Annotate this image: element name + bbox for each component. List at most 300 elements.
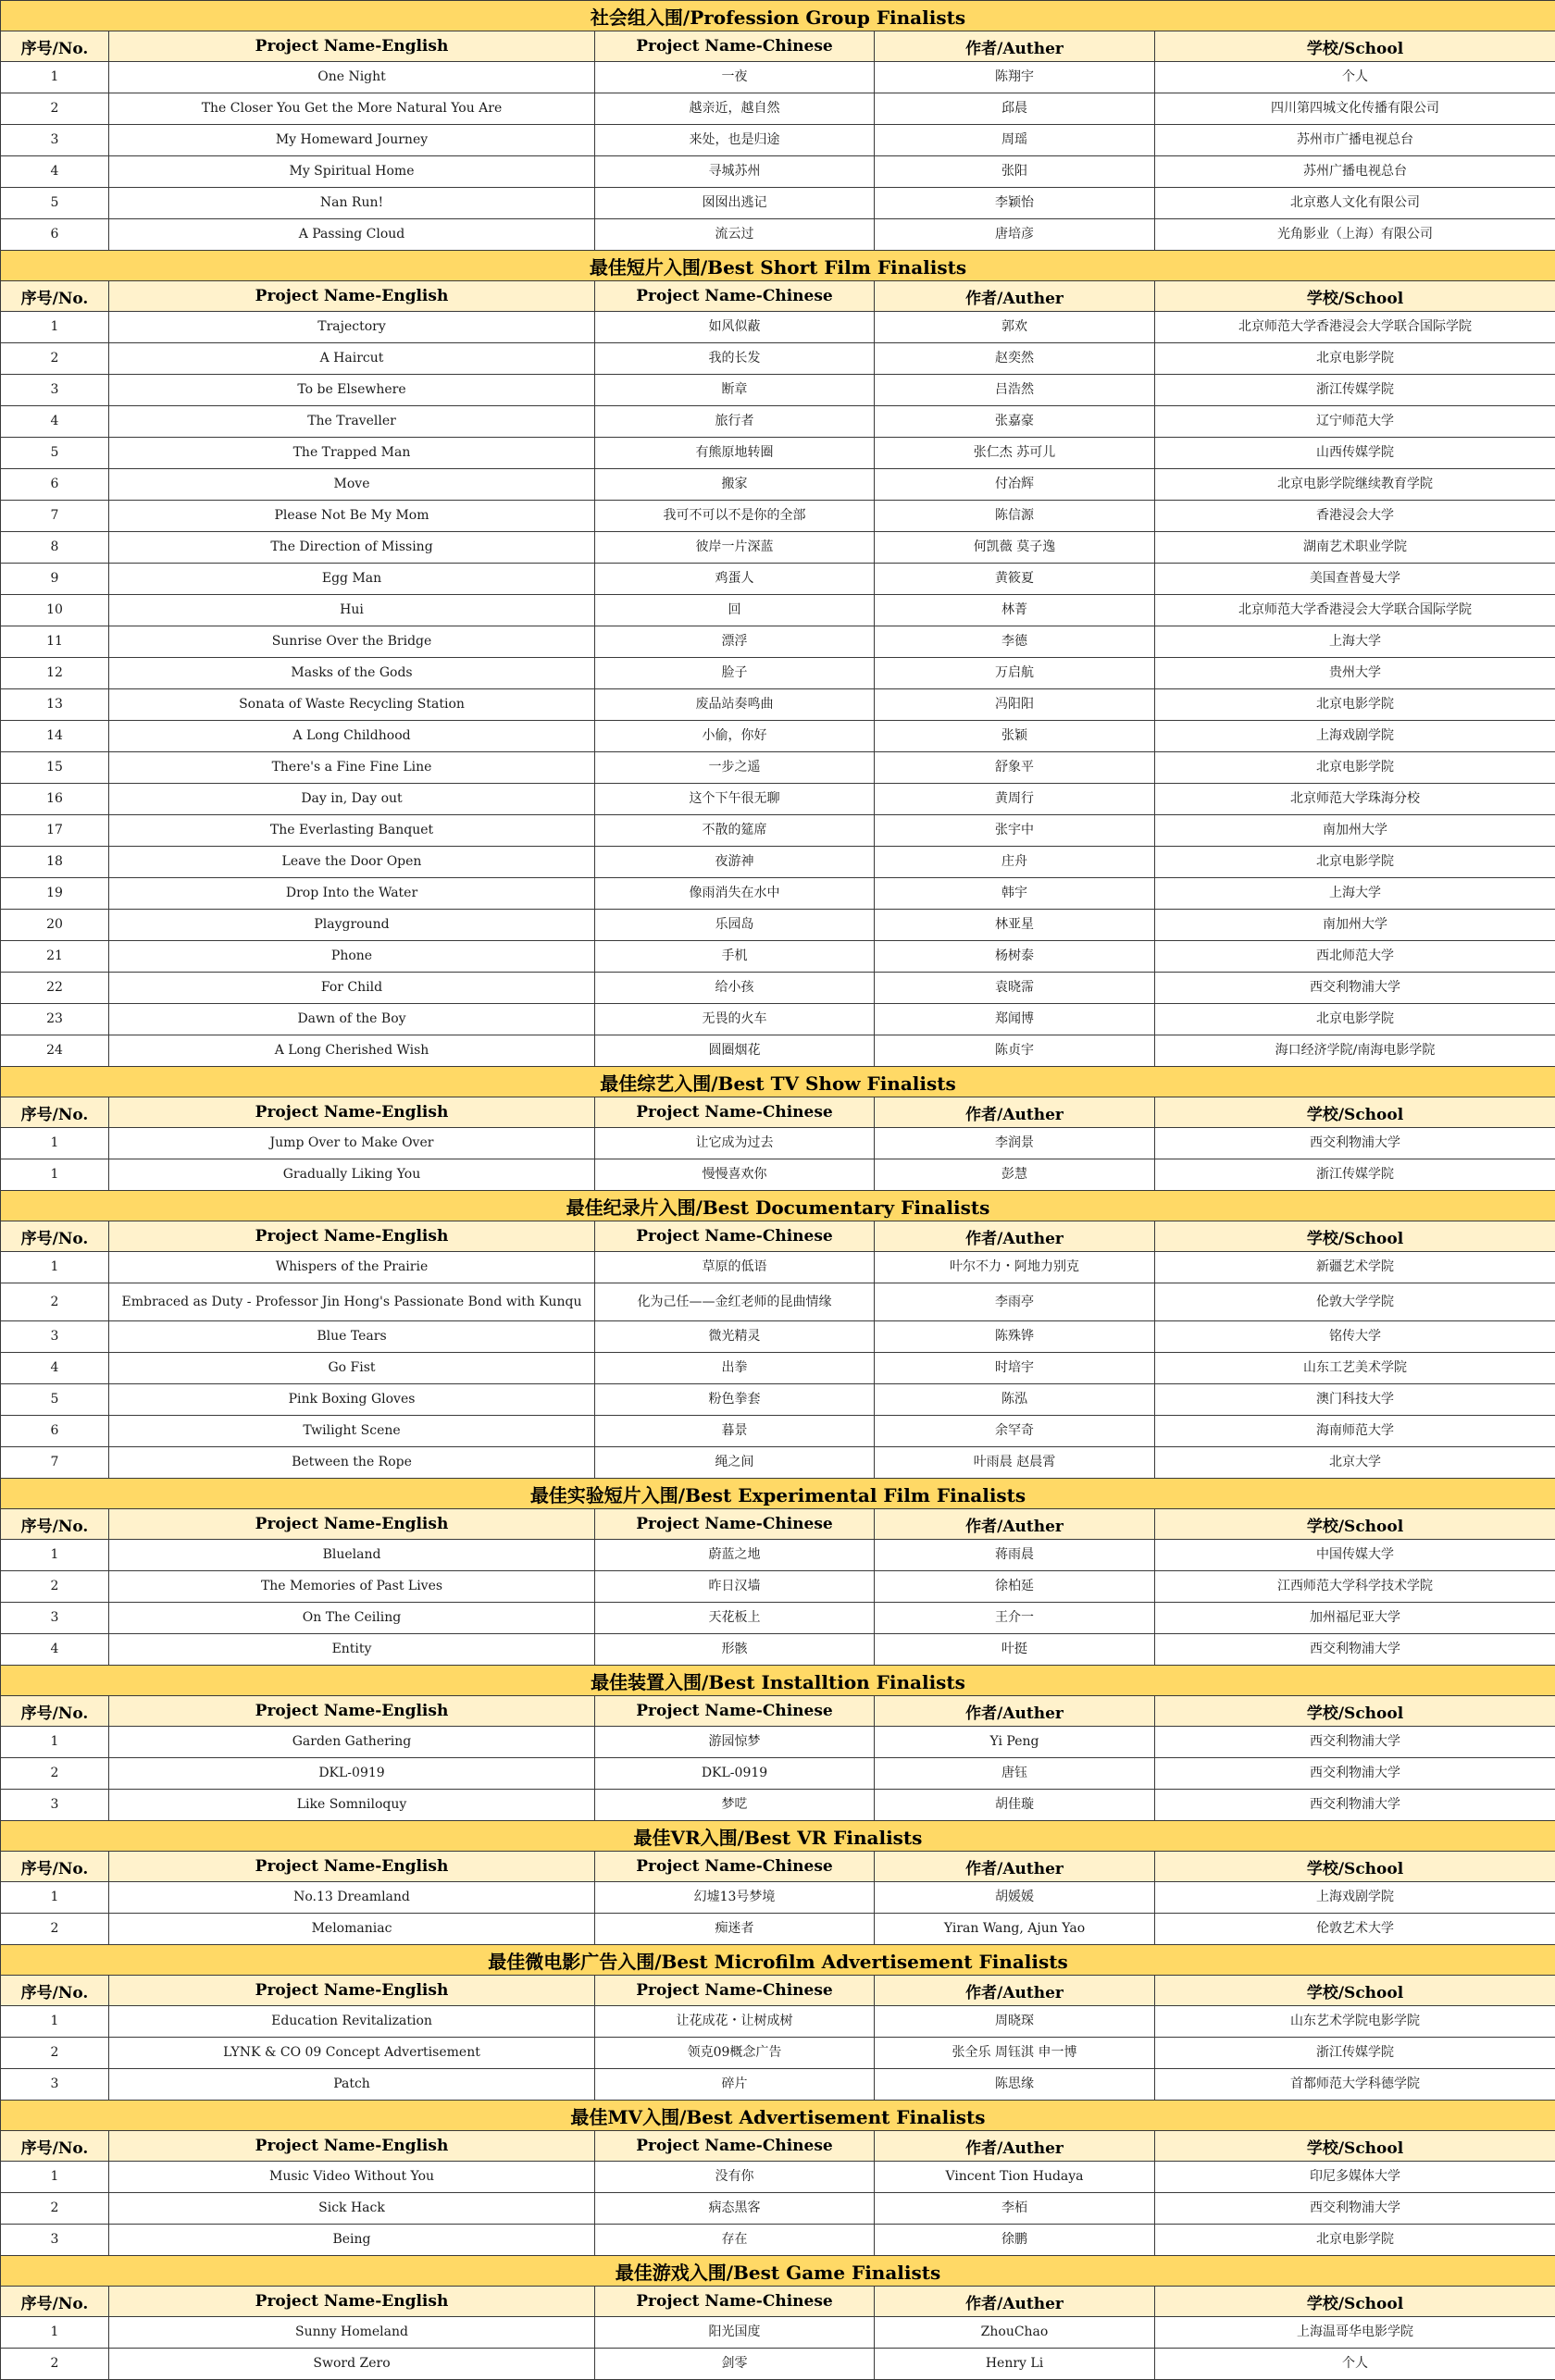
finalists-table-body <box>1 1 1555 2380</box>
cell-english-name: Education Revitalization <box>109 2006 595 2038</box>
header-school: 学校/School <box>1155 1097 1555 1128</box>
cell-english-name: Drop Into the Water <box>109 878 595 910</box>
cell-school: 伦敦艺术大学 <box>1155 1914 1555 1945</box>
cell-school: 辽宁师范大学 <box>1155 406 1555 438</box>
table-row <box>1 93 1555 125</box>
cell-author: 黄筱夏 <box>875 564 1155 595</box>
cell-english-name: Sick Hack <box>109 2193 595 2225</box>
cell-chinese-name: 蔚蓝之地 <box>595 1540 875 1571</box>
cell-number: 1 <box>1 2162 109 2193</box>
cell-number: 7 <box>1 1447 109 1479</box>
cell-chinese-name: 慢慢喜欢你 <box>595 1159 875 1191</box>
cell-chinese-name: 漂浮 <box>595 626 875 658</box>
cell-school: 印尼多媒体大学 <box>1155 2162 1555 2193</box>
table-row <box>1 2193 1555 2225</box>
table-row <box>1 941 1555 973</box>
cell-number: 3 <box>1 1603 109 1634</box>
cell-author: 冯阳阳 <box>875 689 1155 721</box>
cell-chinese-name: 囡囡出逃记 <box>595 188 875 219</box>
cell-author: Henry Li <box>875 2349 1155 2380</box>
cell-number: 19 <box>1 878 109 910</box>
section-title-row <box>1 1666 1555 1696</box>
cell-number: 5 <box>1 438 109 469</box>
header-school: 学校/School <box>1155 1509 1555 1540</box>
column-header-row <box>1 1852 1555 1882</box>
cell-author: 蒋雨晨 <box>875 1540 1155 1571</box>
table-row <box>1 2069 1555 2101</box>
cell-author: 陈信源 <box>875 501 1155 532</box>
cell-english-name: Trajectory <box>109 312 595 343</box>
cell-author: 张嘉豪 <box>875 406 1155 438</box>
section-title: 社会组入围/Profession Group Finalists <box>1 1 1555 31</box>
table-row <box>1 2006 1555 2038</box>
header-school: 学校/School <box>1155 2131 1555 2162</box>
cell-chinese-name: 断章 <box>595 375 875 406</box>
cell-number: 7 <box>1 501 109 532</box>
header-chinese-name: Project Name-Chinese <box>595 1221 875 1252</box>
table-row <box>1 1321 1555 1353</box>
cell-author: 徐柏延 <box>875 1571 1155 1603</box>
cell-school: 苏州市广播电视总台 <box>1155 125 1555 156</box>
cell-school: 首都师范大学科德学院 <box>1155 2069 1555 2101</box>
cell-english-name: For Child <box>109 973 595 1004</box>
section-title: 最佳综艺入围/Best TV Show Finalists <box>1 1067 1555 1097</box>
cell-school: 北京师范大学香港浸会大学联合国际学院 <box>1155 312 1555 343</box>
cell-english-name: Go Fist <box>109 1353 595 1384</box>
header-author: 作者/Auther <box>875 31 1155 62</box>
header-no: 序号/No. <box>1 1221 109 1252</box>
header-english-name: Project Name-English <box>109 281 595 312</box>
table-row <box>1 532 1555 564</box>
cell-chinese-name: 让花成花・让树成树 <box>595 2006 875 2038</box>
cell-english-name: A Passing Cloud <box>109 219 595 251</box>
cell-author: 陈思缘 <box>875 2069 1155 2101</box>
header-author: 作者/Auther <box>875 1976 1155 2006</box>
cell-chinese-name: 痴迷者 <box>595 1914 875 1945</box>
cell-number: 1 <box>1 312 109 343</box>
header-author: 作者/Auther <box>875 281 1155 312</box>
section-title-row <box>1 1 1555 31</box>
header-author: 作者/Auther <box>875 1097 1155 1128</box>
cell-number: 2 <box>1 1571 109 1603</box>
header-school: 学校/School <box>1155 1696 1555 1727</box>
cell-school: 西交利物浦大学 <box>1155 1758 1555 1790</box>
cell-school: 浙江传媒学院 <box>1155 375 1555 406</box>
cell-chinese-name: 让它成为过去 <box>595 1128 875 1159</box>
cell-number: 3 <box>1 2225 109 2256</box>
section-title: 最佳MV入围/Best Advertisement Finalists <box>1 2101 1555 2131</box>
cell-author: 胡媛媛 <box>875 1882 1155 1914</box>
cell-school: 北京师范大学香港浸会大学联合国际学院 <box>1155 595 1555 626</box>
table-row <box>1 2349 1555 2380</box>
cell-school: 上海温哥华电影学院 <box>1155 2317 1555 2349</box>
cell-author: 舒象平 <box>875 752 1155 784</box>
header-english-name: Project Name-English <box>109 1696 595 1727</box>
cell-school: 伦敦大学学院 <box>1155 1283 1555 1321</box>
cell-school: 光角影业（上海）有限公司 <box>1155 219 1555 251</box>
table-row <box>1 1283 1555 1321</box>
section-title-row <box>1 251 1555 281</box>
header-no: 序号/No. <box>1 1097 109 1128</box>
cell-chinese-name: 病态黑客 <box>595 2193 875 2225</box>
cell-school: 苏州广播电视总台 <box>1155 156 1555 188</box>
cell-number: 1 <box>1 62 109 93</box>
header-english-name: Project Name-English <box>109 31 595 62</box>
table-row <box>1 784 1555 815</box>
cell-chinese-name: 一夜 <box>595 62 875 93</box>
cell-school: 北京电影学院 <box>1155 752 1555 784</box>
table-row <box>1 1159 1555 1191</box>
header-no: 序号/No. <box>1 31 109 62</box>
cell-school: 西交利物浦大学 <box>1155 2193 1555 2225</box>
cell-number: 1 <box>1 2006 109 2038</box>
cell-school: 南加州大学 <box>1155 910 1555 941</box>
cell-author: 胡佳璇 <box>875 1790 1155 1821</box>
table-row <box>1 62 1555 93</box>
cell-chinese-name: 越亲近，越自然 <box>595 93 875 125</box>
cell-chinese-name: 绳之间 <box>595 1447 875 1479</box>
cell-english-name: Phone <box>109 941 595 973</box>
cell-number: 2 <box>1 1758 109 1790</box>
cell-number: 24 <box>1 1035 109 1067</box>
table-row <box>1 1416 1555 1447</box>
cell-author: 袁晓霈 <box>875 973 1155 1004</box>
cell-school: 上海戏剧学院 <box>1155 721 1555 752</box>
cell-school: 北京电影学院 <box>1155 689 1555 721</box>
header-english-name: Project Name-English <box>109 1509 595 1540</box>
cell-english-name: Dawn of the Boy <box>109 1004 595 1035</box>
header-no: 序号/No. <box>1 1696 109 1727</box>
header-chinese-name: Project Name-Chinese <box>595 1696 875 1727</box>
cell-author: 万启航 <box>875 658 1155 689</box>
cell-chinese-name: 回 <box>595 595 875 626</box>
cell-chinese-name: 鸡蛋人 <box>595 564 875 595</box>
cell-number: 11 <box>1 626 109 658</box>
cell-author: 徐鹏 <box>875 2225 1155 2256</box>
cell-school: 海口经济学院/南海电影学院 <box>1155 1035 1555 1067</box>
cell-number: 2 <box>1 1283 109 1321</box>
cell-number: 20 <box>1 910 109 941</box>
header-chinese-name: Project Name-Chinese <box>595 2287 875 2317</box>
table-row <box>1 406 1555 438</box>
table-row <box>1 219 1555 251</box>
cell-number: 1 <box>1 1882 109 1914</box>
cell-chinese-name: 出拳 <box>595 1353 875 1384</box>
cell-author: 陈贞宇 <box>875 1035 1155 1067</box>
cell-author: 唐钰 <box>875 1758 1155 1790</box>
cell-chinese-name: 有熊原地转圈 <box>595 438 875 469</box>
cell-chinese-name: 给小孩 <box>595 973 875 1004</box>
table-row <box>1 1634 1555 1666</box>
header-no: 序号/No. <box>1 2131 109 2162</box>
cell-chinese-name: 小偷，你好 <box>595 721 875 752</box>
cell-author: 何凯薇 莫子逸 <box>875 532 1155 564</box>
cell-number: 1 <box>1 1159 109 1191</box>
cell-english-name: The Everlasting Banquet <box>109 815 595 847</box>
cell-author: 李德 <box>875 626 1155 658</box>
table-row <box>1 595 1555 626</box>
cell-school: 上海戏剧学院 <box>1155 1882 1555 1914</box>
section-title-row <box>1 2101 1555 2131</box>
cell-english-name: Like Somniloquy <box>109 1790 595 1821</box>
cell-english-name: LYNK & CO 09 Concept Advertisement <box>109 2038 595 2069</box>
cell-number: 3 <box>1 375 109 406</box>
cell-number: 4 <box>1 406 109 438</box>
table-row <box>1 973 1555 1004</box>
section-title: 最佳装置入围/Best Installtion Finalists <box>1 1666 1555 1696</box>
section-title-row <box>1 2256 1555 2287</box>
cell-chinese-name: 幻墟13号梦境 <box>595 1882 875 1914</box>
table-row <box>1 847 1555 878</box>
cell-english-name: Egg Man <box>109 564 595 595</box>
cell-number: 6 <box>1 469 109 501</box>
cell-school: 澳门科技大学 <box>1155 1384 1555 1416</box>
cell-school: 西交利物浦大学 <box>1155 1727 1555 1758</box>
header-school: 学校/School <box>1155 281 1555 312</box>
cell-chinese-name: 寻城苏州 <box>595 156 875 188</box>
table-row <box>1 721 1555 752</box>
cell-number: 4 <box>1 1353 109 1384</box>
column-header-row <box>1 1976 1555 2006</box>
cell-school: 北京憨人文化有限公司 <box>1155 188 1555 219</box>
cell-number: 1 <box>1 1252 109 1283</box>
cell-author: 李雨亭 <box>875 1283 1155 1321</box>
header-no: 序号/No. <box>1 1852 109 1882</box>
cell-chinese-name: 来处，也是归途 <box>595 125 875 156</box>
header-chinese-name: Project Name-Chinese <box>595 1852 875 1882</box>
cell-chinese-name: 如风似蔽 <box>595 312 875 343</box>
cell-number: 16 <box>1 784 109 815</box>
cell-number: 22 <box>1 973 109 1004</box>
cell-number: 5 <box>1 1384 109 1416</box>
cell-english-name: Sunny Homeland <box>109 2317 595 2349</box>
cell-chinese-name: 暮景 <box>595 1416 875 1447</box>
cell-number: 9 <box>1 564 109 595</box>
table-row <box>1 815 1555 847</box>
cell-author: 叶挺 <box>875 1634 1155 1666</box>
cell-english-name: Masks of the Gods <box>109 658 595 689</box>
table-row <box>1 1882 1555 1914</box>
column-header-row <box>1 1221 1555 1252</box>
cell-author: 余罕奇 <box>875 1416 1155 1447</box>
cell-number: 13 <box>1 689 109 721</box>
cell-author: 林亚星 <box>875 910 1155 941</box>
cell-author: 李颖怡 <box>875 188 1155 219</box>
cell-number: 12 <box>1 658 109 689</box>
cell-author: 陈泓 <box>875 1384 1155 1416</box>
cell-english-name: A Long Childhood <box>109 721 595 752</box>
cell-school: 南加州大学 <box>1155 815 1555 847</box>
cell-number: 1 <box>1 1540 109 1571</box>
header-author: 作者/Auther <box>875 2287 1155 2317</box>
cell-author: 叶尔不力・阿地力别克 <box>875 1252 1155 1283</box>
cell-english-name: On The Ceiling <box>109 1603 595 1634</box>
section-title: 最佳短片入围/Best Short Film Finalists <box>1 251 1555 281</box>
cell-author: 郭欢 <box>875 312 1155 343</box>
cell-english-name: The Trapped Man <box>109 438 595 469</box>
cell-chinese-name: 无畏的火车 <box>595 1004 875 1035</box>
cell-school: 江西师范大学科学技术学院 <box>1155 1571 1555 1603</box>
cell-english-name: The Closer You Get the More Natural You Are <box>109 93 595 125</box>
cell-english-name: Playground <box>109 910 595 941</box>
cell-number: 23 <box>1 1004 109 1035</box>
cell-english-name: Whispers of the Prairie <box>109 1252 595 1283</box>
header-english-name: Project Name-English <box>109 2131 595 2162</box>
cell-english-name: Day in, Day out <box>109 784 595 815</box>
cell-number: 3 <box>1 1321 109 1353</box>
cell-author: 唐培彦 <box>875 219 1155 251</box>
table-row <box>1 2038 1555 2069</box>
cell-number: 4 <box>1 156 109 188</box>
cell-author: 杨树泰 <box>875 941 1155 973</box>
cell-english-name: There's a Fine Fine Line <box>109 752 595 784</box>
table-row <box>1 2162 1555 2193</box>
cell-number: 2 <box>1 2038 109 2069</box>
table-row <box>1 343 1555 375</box>
cell-chinese-name: 废品站奏鸣曲 <box>595 689 875 721</box>
cell-number: 2 <box>1 1914 109 1945</box>
cell-chinese-name: 乐园岛 <box>595 910 875 941</box>
cell-number: 6 <box>1 1416 109 1447</box>
cell-number: 18 <box>1 847 109 878</box>
cell-school: 美国查普曼大学 <box>1155 564 1555 595</box>
cell-english-name: Gradually Liking You <box>109 1159 595 1191</box>
header-no: 序号/No. <box>1 2287 109 2317</box>
cell-author: 叶雨晨 赵晨霄 <box>875 1447 1155 1479</box>
cell-chinese-name: 领克09概念广告 <box>595 2038 875 2069</box>
cell-chinese-name: 碎片 <box>595 2069 875 2101</box>
cell-author: 李润景 <box>875 1128 1155 1159</box>
cell-school: 北京电影学院 <box>1155 343 1555 375</box>
cell-english-name: To be Elsewhere <box>109 375 595 406</box>
cell-school: 浙江传媒学院 <box>1155 2038 1555 2069</box>
cell-english-name: Blueland <box>109 1540 595 1571</box>
cell-school: 加州福尼亚大学 <box>1155 1603 1555 1634</box>
table-row <box>1 1758 1555 1790</box>
cell-chinese-name: 剑零 <box>595 2349 875 2380</box>
table-row <box>1 1727 1555 1758</box>
header-school: 学校/School <box>1155 1221 1555 1252</box>
cell-english-name: Garden Gathering <box>109 1727 595 1758</box>
cell-number: 17 <box>1 815 109 847</box>
header-author: 作者/Auther <box>875 1852 1155 1882</box>
cell-number: 10 <box>1 595 109 626</box>
cell-school: 北京师范大学珠海分校 <box>1155 784 1555 815</box>
header-chinese-name: Project Name-Chinese <box>595 1976 875 2006</box>
header-no: 序号/No. <box>1 1509 109 1540</box>
cell-number: 2 <box>1 2349 109 2380</box>
cell-school: 北京电影学院 <box>1155 1004 1555 1035</box>
header-english-name: Project Name-English <box>109 1852 595 1882</box>
cell-english-name: A Long Cherished Wish <box>109 1035 595 1067</box>
cell-school: 北京电影学院 <box>1155 2225 1555 2256</box>
cell-author: Yi Peng <box>875 1727 1155 1758</box>
cell-author: 张全乐 周钰淇 申一博 <box>875 2038 1155 2069</box>
cell-chinese-name: 微光精灵 <box>595 1321 875 1353</box>
table-row <box>1 626 1555 658</box>
cell-number: 1 <box>1 1727 109 1758</box>
cell-author: 庄舟 <box>875 847 1155 878</box>
table-row <box>1 878 1555 910</box>
cell-school: 海南师范大学 <box>1155 1416 1555 1447</box>
header-school: 学校/School <box>1155 1976 1555 2006</box>
cell-chinese-name: 圆圈烟花 <box>595 1035 875 1067</box>
header-author: 作者/Auther <box>875 2131 1155 2162</box>
table-row <box>1 156 1555 188</box>
column-header-row <box>1 1696 1555 1727</box>
column-header-row <box>1 31 1555 62</box>
cell-school: 西交利物浦大学 <box>1155 1128 1555 1159</box>
cell-author: 陈殊铧 <box>875 1321 1155 1353</box>
table-row <box>1 752 1555 784</box>
cell-school: 西交利物浦大学 <box>1155 1790 1555 1821</box>
cell-chinese-name: 搬家 <box>595 469 875 501</box>
cell-school: 上海大学 <box>1155 626 1555 658</box>
cell-author: 彭慧 <box>875 1159 1155 1191</box>
cell-school: 山西传媒学院 <box>1155 438 1555 469</box>
cell-number: 8 <box>1 532 109 564</box>
table-row <box>1 1540 1555 1571</box>
section-title-row <box>1 1945 1555 1976</box>
cell-english-name: Embraced as Duty - Professor Jin Hong's Passionate Bond with Kunqu <box>109 1283 595 1321</box>
section-title-row <box>1 1191 1555 1221</box>
table-row <box>1 469 1555 501</box>
table-row <box>1 1790 1555 1821</box>
cell-author: 韩宇 <box>875 878 1155 910</box>
cell-chinese-name: 粉色拳套 <box>595 1384 875 1416</box>
cell-school: 铭传大学 <box>1155 1321 1555 1353</box>
table-row <box>1 1004 1555 1035</box>
cell-number: 3 <box>1 2069 109 2101</box>
cell-english-name: Sonata of Waste Recycling Station <box>109 689 595 721</box>
table-row <box>1 1914 1555 1945</box>
cell-english-name: Jump Over to Make Over <box>109 1128 595 1159</box>
cell-english-name: Patch <box>109 2069 595 2101</box>
section-title-row <box>1 1821 1555 1852</box>
header-chinese-name: Project Name-Chinese <box>595 1509 875 1540</box>
cell-author: 时培宇 <box>875 1353 1155 1384</box>
cell-english-name: Being <box>109 2225 595 2256</box>
header-school: 学校/School <box>1155 1852 1555 1882</box>
cell-chinese-name: 化为己任——金红老师的昆曲情缘 <box>595 1283 875 1321</box>
cell-school: 西交利物浦大学 <box>1155 973 1555 1004</box>
cell-author: 郑闻博 <box>875 1004 1155 1035</box>
table-row <box>1 1447 1555 1479</box>
column-header-row <box>1 281 1555 312</box>
cell-author: 陈翔宇 <box>875 62 1155 93</box>
cell-number: 15 <box>1 752 109 784</box>
cell-chinese-name: 彼岸一片深蓝 <box>595 532 875 564</box>
cell-number: 5 <box>1 188 109 219</box>
cell-chinese-name: 昨日汉墙 <box>595 1571 875 1603</box>
column-header-row <box>1 1509 1555 1540</box>
cell-english-name: Sunrise Over the Bridge <box>109 626 595 658</box>
header-english-name: Project Name-English <box>109 2287 595 2317</box>
table-row <box>1 2225 1555 2256</box>
section-title: 最佳纪录片入围/Best Documentary Finalists <box>1 1191 1555 1221</box>
table-row <box>1 689 1555 721</box>
column-header-row <box>1 2131 1555 2162</box>
cell-english-name: Please Not Be My Mom <box>109 501 595 532</box>
cell-english-name: Twilight Scene <box>109 1416 595 1447</box>
section-title-row <box>1 1479 1555 1509</box>
table-row <box>1 1571 1555 1603</box>
cell-chinese-name: 不散的筵席 <box>595 815 875 847</box>
cell-school: 四川第四城文化传播有限公司 <box>1155 93 1555 125</box>
cell-chinese-name: DKL-0919 <box>595 1758 875 1790</box>
table-row <box>1 1128 1555 1159</box>
cell-number: 2 <box>1 2193 109 2225</box>
